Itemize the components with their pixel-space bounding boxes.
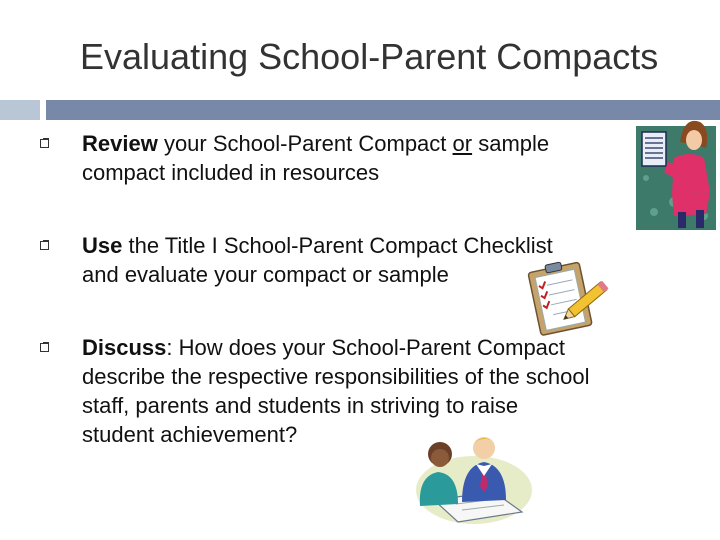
bullet-review-text: your School-Parent Compact [157, 131, 453, 156]
bullet-discuss-strong: Discuss [82, 335, 167, 360]
two-people-meeting-clipart [404, 430, 532, 526]
bullet-use-strong: Use [82, 233, 123, 258]
bullet-discuss-text: : How does your School-Parent Compact [166, 335, 566, 360]
woman-reading-clipart [634, 112, 718, 232]
header-bar [46, 100, 720, 120]
bullet-discuss-line3: staff, parents and students in striving to raise [82, 393, 519, 418]
bullet-review-or: or [452, 131, 473, 156]
bullet-discuss-line4: student achievement? [82, 422, 298, 447]
bullet-use-text: the Title I School-Parent Compact Checklist [122, 233, 553, 258]
bullet-review [82, 129, 549, 187]
header-bar-accent [0, 100, 40, 120]
bullet-review-strong: Review [82, 131, 158, 156]
bullet-discuss-line2: describe the respective responsibilities of the school [82, 364, 590, 389]
bullet-use [82, 231, 553, 289]
checklist-pencil-clipart [524, 256, 614, 338]
bullet-review-line2: compact included in resources [82, 160, 380, 185]
bullet-review-sample: sample [472, 131, 550, 156]
slide-title: Evaluating School-Parent Compacts [80, 36, 659, 77]
bullet-use-line2: and evaluate your compact or sample [82, 262, 449, 287]
